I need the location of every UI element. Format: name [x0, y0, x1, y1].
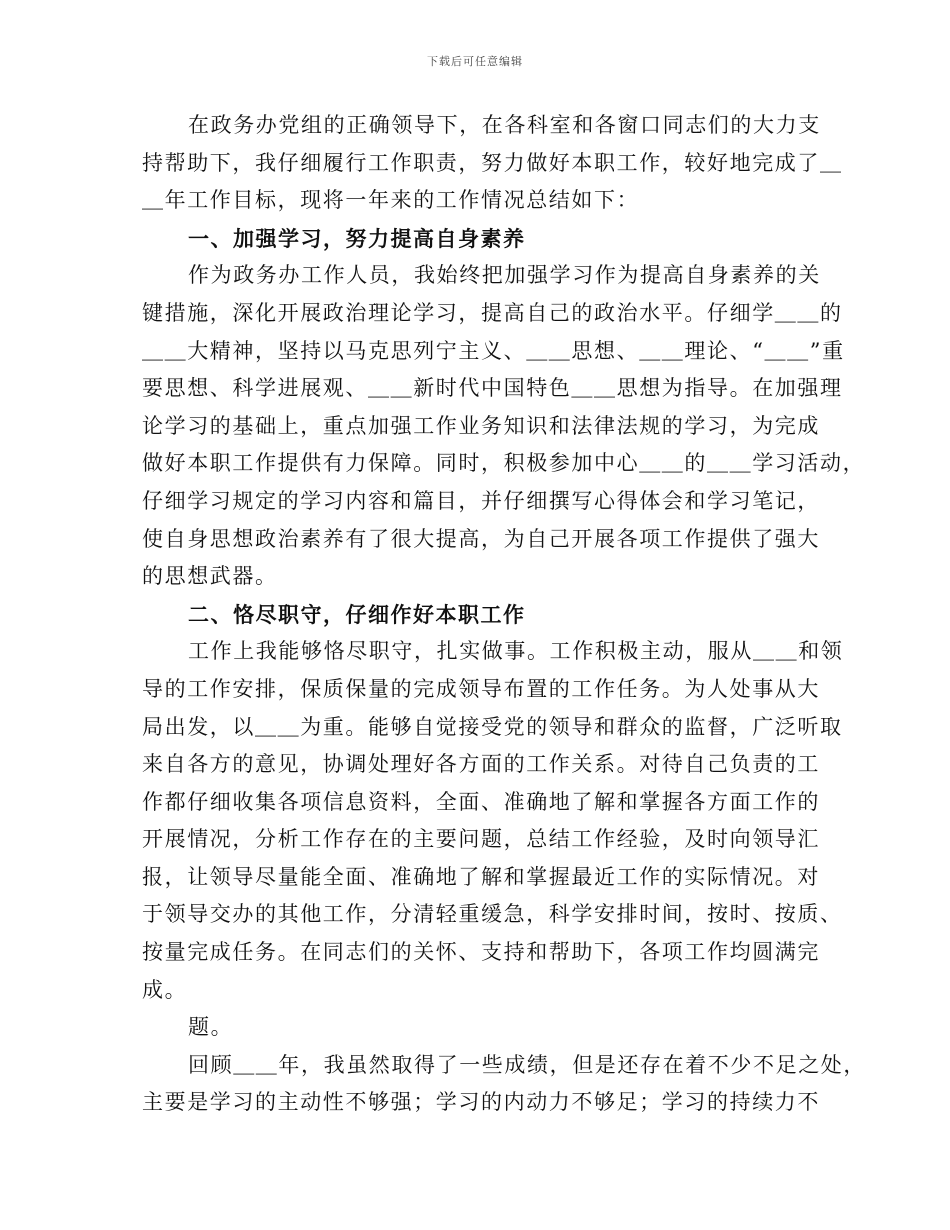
text-line: 导的工作安排，保质保量的完成领导布置的工作任务。为人处事从大	[142, 676, 820, 701]
text-line: 按量完成任务。在同志们的关怀、支持和帮助下，各项工作均圆满完	[142, 940, 820, 965]
fragment-paragraph: 题。	[188, 1015, 234, 1040]
text-line: 开展情况，分析工作存在的主要问题，总结工作经验，及时向领导汇	[142, 827, 820, 852]
text-line: 持帮助下，我仔细履行工作职责，努力做好本职工作，较好地完成了＿	[142, 150, 843, 175]
text-line: 要思想、科学进展观、＿＿新时代中国特色＿＿思想为指导。在加强理	[142, 376, 843, 401]
section-1-paragraph	[142, 257, 866, 595]
text-line: ＿年工作目标，现将一年来的工作情况总结如下：	[142, 188, 640, 213]
text-line: 键措施，深化开展政治理论学习，提高自己的政治水平。仔细学＿＿的	[142, 300, 843, 325]
text-line: 来自各方的意见，协调处理好各方面的工作关系。对待自己负责的工	[142, 752, 820, 777]
text-line: 使自身思想政治素养有了很大提高，为自己开展各项工作提供了强大	[142, 526, 820, 551]
text-line: 作为政务办工作人员，我始终把加强学习作为提高自身素养的关	[188, 263, 821, 288]
text-line: 回顾＿＿年，我虽然取得了一些成绩，但是还存在着不少不足之处，	[188, 1052, 866, 1077]
section-heading-1: 一、加强学习，努力提高自身素养	[188, 225, 526, 251]
text-line: 局出发，以＿＿为重。能够自觉接受党的领导和群众的监督，广泛听取	[142, 714, 843, 739]
text-line: 主要是学习的主动性不够强；学习的内动力不够足；学习的持续力不	[142, 1090, 820, 1115]
text-line: ＿＿大精神，坚持以马克思列宁主义、＿＿思想、＿＿理论、“＿＿”重	[142, 338, 845, 363]
intro-paragraph	[142, 107, 843, 220]
section-heading-2: 二、恪尽职守，仔细作好本职工作	[188, 601, 526, 627]
document-body	[142, 107, 866, 1122]
text-line: 仔细学习规定的学习内容和篇目，并仔细撰写心得体会和学习笔记，	[142, 488, 820, 513]
text-line: 工作上我能够恪尽职守，扎实做事。工作积极主动，服从＿＿和领	[188, 639, 844, 664]
closing-paragraph	[142, 1047, 866, 1122]
section-2-paragraph	[142, 633, 844, 1009]
text-line: 于领导交办的其他工作，分清轻重缓急，科学安排时间，按时、按质、	[142, 902, 843, 927]
text-line: 成。	[142, 977, 188, 1002]
text-line: 报，让领导尽量能全面、准确地了解和掌握最近工作的实际情况。对	[142, 864, 820, 889]
page-header: 下载后可任意编辑	[427, 55, 523, 68]
text-line: 做好本职工作提供有力保障。同时，积极参加中心＿＿的＿＿学习活动，	[142, 451, 866, 476]
text-line: 的思想武器。	[142, 564, 278, 589]
text-line: 在政务办党组的正确领导下，在各科室和各窗口同志们的大力支	[188, 113, 821, 137]
text-line: 论学习的基础上，重点加强工作业务知识和法律法规的学习，为完成	[142, 413, 820, 438]
text-line: 作都仔细收集各项信息资料，全面、准确地了解和掌握各方面工作的	[142, 789, 820, 814]
